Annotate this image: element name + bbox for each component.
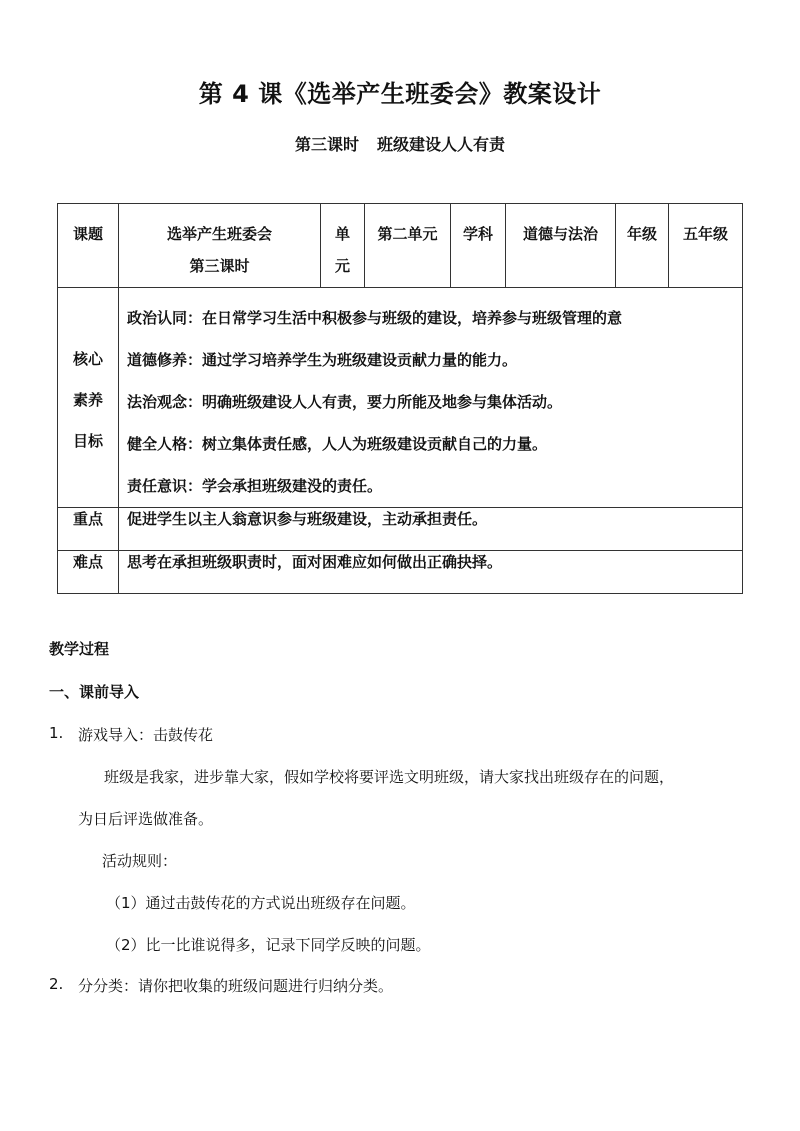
list-item: 游戏导入：击鼓传花 [78,726,214,744]
core-goal-line: 责任意识：学会承担班级建没的责任。 [127,477,383,495]
subtitle-theme: 班级建设人人有责 [377,135,506,154]
subject-label-cell: 学科 [451,204,506,288]
key-point-value: 促进学生以主人翁意识参与班级建设，主动承担责任。 [119,508,743,551]
document-subtitle [0,132,800,155]
core-goal-line: 道德修养：通过学习培养学生为班级建设贡献力量的能力。 [127,351,518,369]
list-number: 2. [49,975,64,993]
table-row-difficulty [58,551,743,594]
subject-value-cell: 道德与法治 [506,204,616,288]
lesson-info-table [57,203,743,594]
core-goal-line: 法治观念：明确班级建设人人有责，要力所能及地参与集体活动。 [127,393,563,411]
paragraph-line: 为日后评选做准备。 [78,810,214,828]
list-number: 1. [49,724,64,742]
table-row-core-literacy [58,288,743,508]
paragraph-line: 班级是我家，进步靠大家，假如学校将要评选文明班级，请大家找出班级存在的问题， [104,768,675,786]
difficulty-value: 思考在承担班级职责时，面对困难应如何做出正确抉择。 [119,551,743,594]
unit-label-cell: 单 元 [321,204,365,288]
rule-item: （2）比一比谁说得多，记录下同学反映的问题。 [106,936,431,954]
list-item: 分分类：请你把收集的班级问题进行归纳分类。 [78,977,394,995]
key-point-label: 重点 [58,508,119,551]
difficulty-label: 难点 [58,551,119,594]
topic-value-cell: 选举产生班委会 第三课时 [119,204,321,288]
topic-label-cell: 课题 [58,204,119,288]
rule-item: （1）通过击鼓传花的方式说出班级存在问题。 [106,894,416,912]
section-heading-intro: 一、课前导入 [49,683,140,701]
table-row-header [58,204,743,288]
grade-label-cell: 年级 [616,204,669,288]
grade-value-cell: 五年级 [669,204,743,288]
document-title: 第 4 课《选举产生班委会》教案设计 [198,80,602,108]
core-goals-cell [119,288,743,508]
subtitle-lesson: 第三课时 [294,135,359,154]
unit-value-cell: 第二单元 [365,204,451,288]
core-label-cell: 核心 素养 目标 [58,288,119,508]
rules-label: 活动规则： [102,852,178,870]
core-goal-line: 政治认同：在日常学习生活中积极参与班级的建设，培养参与班级管理的意 [127,309,623,327]
teaching-process-heading: 教学过程 [49,640,110,658]
core-goal-line: 健全人格：树立集体责任感，人人为班级建设贡献自己的力量。 [127,435,548,453]
table-row-key-point [58,508,743,551]
